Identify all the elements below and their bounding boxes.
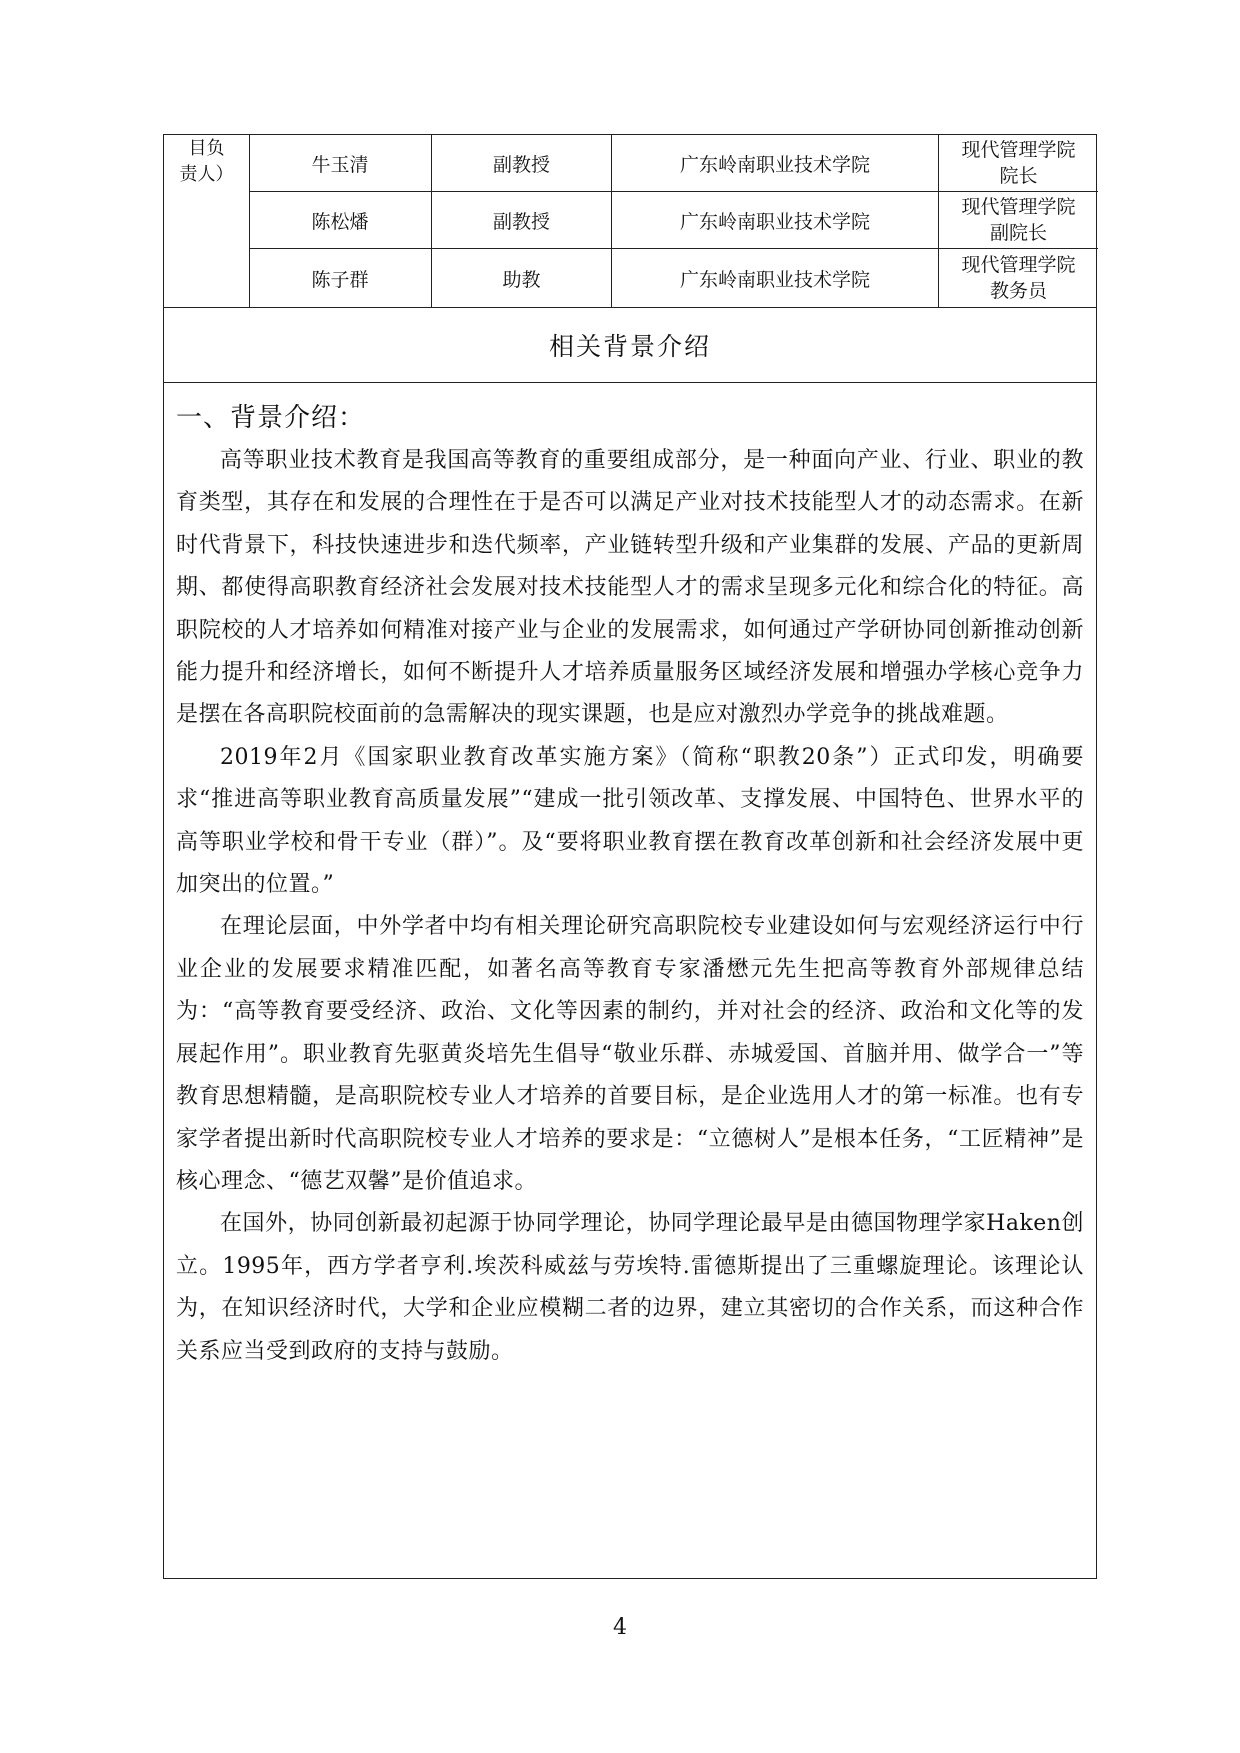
member-position: 现代管理学院 副院长	[961, 196, 1076, 244]
member-name: 牛玉清	[249, 135, 432, 191]
member-row	[249, 135, 1098, 192]
form-frame	[163, 134, 1097, 1579]
section-title: 相关背景介绍	[164, 307, 1096, 383]
role-label-line1: 目负	[188, 138, 225, 159]
member-position: 现代管理学院 院长	[961, 139, 1076, 187]
member-row	[249, 249, 1098, 307]
background-content	[164, 382, 1096, 1373]
section-heading: 一、背景介绍：	[176, 403, 366, 433]
page-number: 4	[613, 1615, 627, 1640]
members-table	[164, 135, 1096, 308]
member-name: 陈子群	[249, 249, 432, 307]
member-title: 助教	[432, 249, 612, 307]
member-org: 广东岭南职业技术学院	[612, 249, 939, 307]
paragraph: 高等职业技术教育是我国高等教育的重要组成部分，是一种面向产业、行业、职业的教育类型，其存在和发展的合理性在于是否可以满足产业对技术技能型人才的动态需求。在新时代背景下，科技快速进步和迭代频率，产业链转型升级和产业集群的发展、产品的更新周期、都使得高职教育经济社会发展对技术技能型人才的需求呈现多元化和综合化的特征。高职院校的人才培养如何精准对接产业与企业的发展需求，如何通过产学研协同创新推动创新能力提升和经济增长，如何不断提升人才培养质量服务区域经济发展和增强办学核心竞争力是摆在各高职院校面前的急需解决的现实课题，也是应对激烈办学竞争的挑战难题。	[176, 448, 1084, 728]
member-title: 副教授	[432, 192, 612, 248]
paragraph: 2019年2月《国家职业教育改革实施方案》（简称“职教20条”）正式印发，明确要求“推进高等职业教育高质量发展”“建成一批引领改革、支撑发展、中国特色、世界水平的高等职业学校和骨干专业（群）”。及“要将职业教育摆在教育改革创新和社会经济发展中更加突出的位置。”	[176, 744, 1084, 898]
member-name: 陈松燔	[249, 192, 432, 248]
role-label-cell	[164, 135, 250, 307]
role-label-line2: 责人）	[179, 164, 234, 185]
member-org: 广东岭南职业技术学院	[612, 192, 939, 248]
member-position: 现代管理学院 教务员	[961, 254, 1076, 302]
paragraph: 在国外，协同创新最初起源于协同学理论，协同学理论最早是由德国物理学家Haken创立。1995年，西方学者亨利.埃茨科威兹与劳埃特.雷德斯提出了三重螺旋理论。该理论认为，在知识经济时代，大学和企业应模糊二者的边界，建立其密切的合作关系，而这种合作关系应当受到政府的支持与鼓励。	[176, 1211, 1084, 1364]
member-title: 副教授	[432, 135, 612, 191]
paragraph: 在理论层面，中外学者中均有相关理论研究高职院校专业建设如何与宏观经济运行中行业企业的发展要求精准匹配，如著名高等教育专家潘懋元先生把高等教育外部规律总结为：“高等教育要受经济、政治、文化等因素的制约，并对社会的经济、政治和文化等的发展起作用”。职业教育先驱黄炎培先生倡导“敬业乐群、赤城爱国、首脑并用、做学合一”等教育思想精髓，是高职院校专业人才培养的首要目标，是企业选用人才的第一标准。也有专家学者提出新时代高职院校专业人才培养的要求是：“立德树人”是根本任务，“工匠精神”是核心理念、“德艺双馨”是价值追求。	[176, 914, 1085, 1194]
member-org: 广东岭南职业技术学院	[612, 135, 939, 191]
member-row	[249, 192, 1098, 249]
